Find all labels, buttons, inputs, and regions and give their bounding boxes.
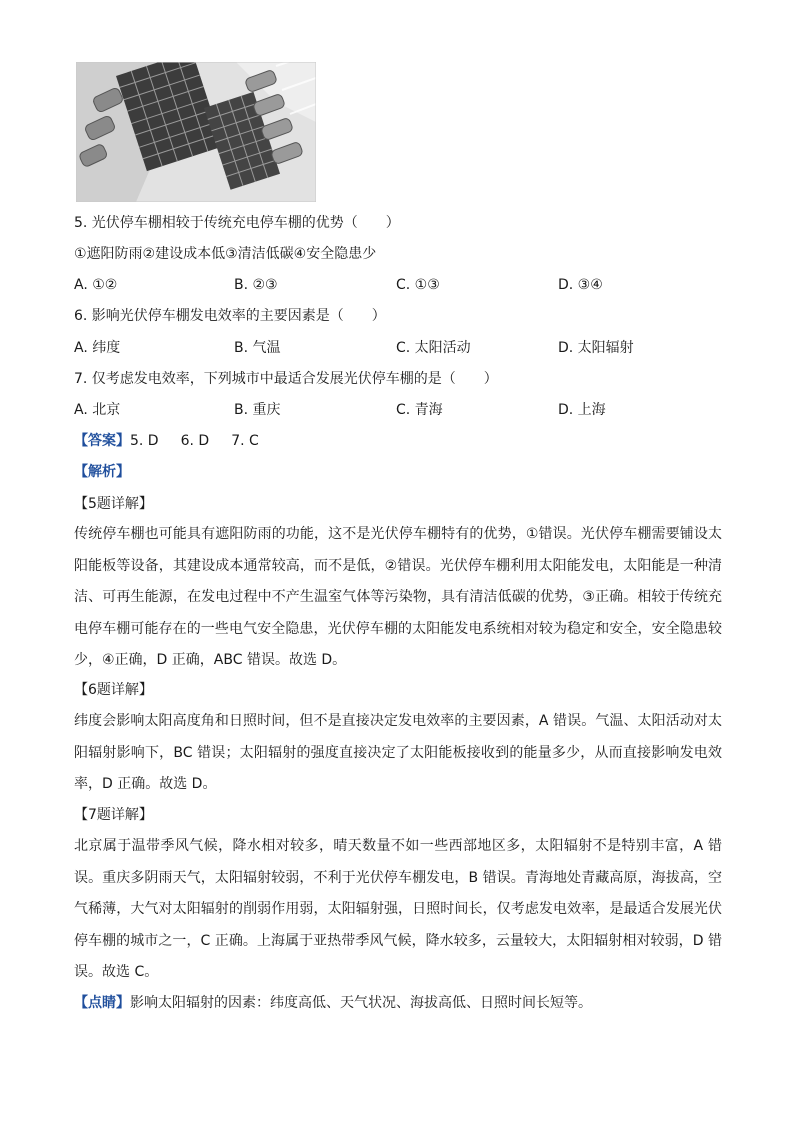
tip-text: 影响太阳辐射的因素：纬度高低、天气状况、海拔高低、日照时间长短等。	[130, 995, 592, 1011]
q7-option-c: C. 青海	[396, 402, 443, 418]
tip-line	[74, 993, 592, 1013]
question-5-items: ①遮阳防雨②建设成本低③清洁低碳④安全隐患少	[74, 246, 377, 262]
q6-detail-title: 【6题详解】	[74, 682, 153, 698]
q6-detail-paragraph	[74, 706, 722, 801]
q5-detail-line: 洁、可再生能源，在发电过程中不产生温室气体等污染物，具有清洁低碳的优势，③正确。相较于传统充	[74, 589, 722, 605]
answer-value-6: 6. D	[180, 433, 210, 449]
q6-option-c: C. 太阳活动	[396, 340, 471, 356]
q5-detail-line: 电停车棚可能存在的一些电气安全隐患，光伏停车棚的太阳能发电系统相对较为稳定和安全，安全隐患较	[74, 620, 722, 637]
q5-detail-line: 传统停车棚也可能具有遮阳防雨的功能，这不是光伏停车棚特有的优势，①错误。光伏停车棚需要铺设太	[74, 526, 722, 542]
q5-option-b: B. ②③	[234, 277, 278, 293]
q5-detail-paragraph	[74, 519, 722, 677]
q7-option-d: D. 上海	[558, 402, 606, 418]
q5-option-a: A. ①②	[74, 277, 118, 293]
q6-detail-line: 纬度会影响太阳高度角和日照时间，但不是直接决定发电效率的主要因素，A 错误。气温、太阳活动对太	[74, 713, 722, 729]
answer-line	[74, 431, 281, 451]
solar-carport-photo	[76, 62, 316, 202]
q5-option-c: C. ①③	[396, 277, 440, 293]
q5-option-d: D. ③④	[558, 277, 603, 293]
analysis-label: 【解析】	[74, 464, 130, 480]
q6-detail-line: 率，D 正确。故选 D。	[74, 776, 217, 792]
q5-detail-title: 【5题详解】	[74, 496, 153, 512]
q7-detail-line: 北京属于温带季风气候，降水相对较多，晴天数量不如一些西部地区多，太阳辐射不是特别丰富，A 错	[74, 838, 722, 854]
q6-option-b: B. 气温	[234, 340, 281, 356]
q7-detail-line: 气稀薄，大气对太阳辐射的削弱作用弱，太阳辐射强，日照时间长，仅考虑发电效率，是最适合发展光伏	[74, 901, 722, 917]
answer-label: 【答案】	[74, 433, 130, 449]
q6-detail-line: 阳辐射影响下，BC 错误；太阳辐射的强度直接决定了太阳能板接收到的能量多少，从而直接影响发电效	[74, 744, 722, 761]
question-7-stem: 7. 仅考虑发电效率，下列城市中最适合发展光伏停车棚的是（ ）	[74, 371, 498, 387]
q7-detail-line: 误。故选 C。	[74, 964, 159, 980]
q7-detail-paragraph	[74, 831, 722, 989]
q7-detail-line: 误。重庆多阴雨天气，太阳辐射较弱，不利于光伏停车棚发电，B 错误。青海地处青藏高原，海拔高，空	[74, 869, 722, 886]
tip-label: 【点睛】	[74, 995, 130, 1011]
question-5-stem: 5. 光伏停车棚相较于传统充电停车棚的优势（ ）	[74, 215, 400, 231]
q6-option-d: D. 太阳辐射	[558, 340, 634, 356]
q7-option-b: B. 重庆	[234, 402, 281, 418]
aerial-photo-graphic	[76, 62, 316, 202]
answer-value-7: 7. C	[231, 433, 259, 449]
answer-value-5: 5. D	[130, 433, 159, 449]
q6-option-a: A. 纬度	[74, 340, 121, 356]
q7-detail-title: 【7题详解】	[74, 807, 153, 823]
q7-option-a: A. 北京	[74, 402, 121, 418]
question-6-stem: 6. 影响光伏停车棚发电效率的主要因素是（ ）	[74, 308, 386, 324]
q5-detail-line: 少，④正确，D 正确，ABC 错误。故选 D。	[74, 652, 347, 668]
q5-detail-line: 阳能板等设备，其建设成本通常较高，而不是低，②错误。光伏停车棚利用太阳能发电，太阳能是一种清	[74, 557, 722, 574]
q7-detail-line: 停车棚的城市之一，C 正确。上海属于亚热带季风气候，降水较多，云量较大，太阳辐射相对较弱，D 错	[74, 932, 722, 949]
